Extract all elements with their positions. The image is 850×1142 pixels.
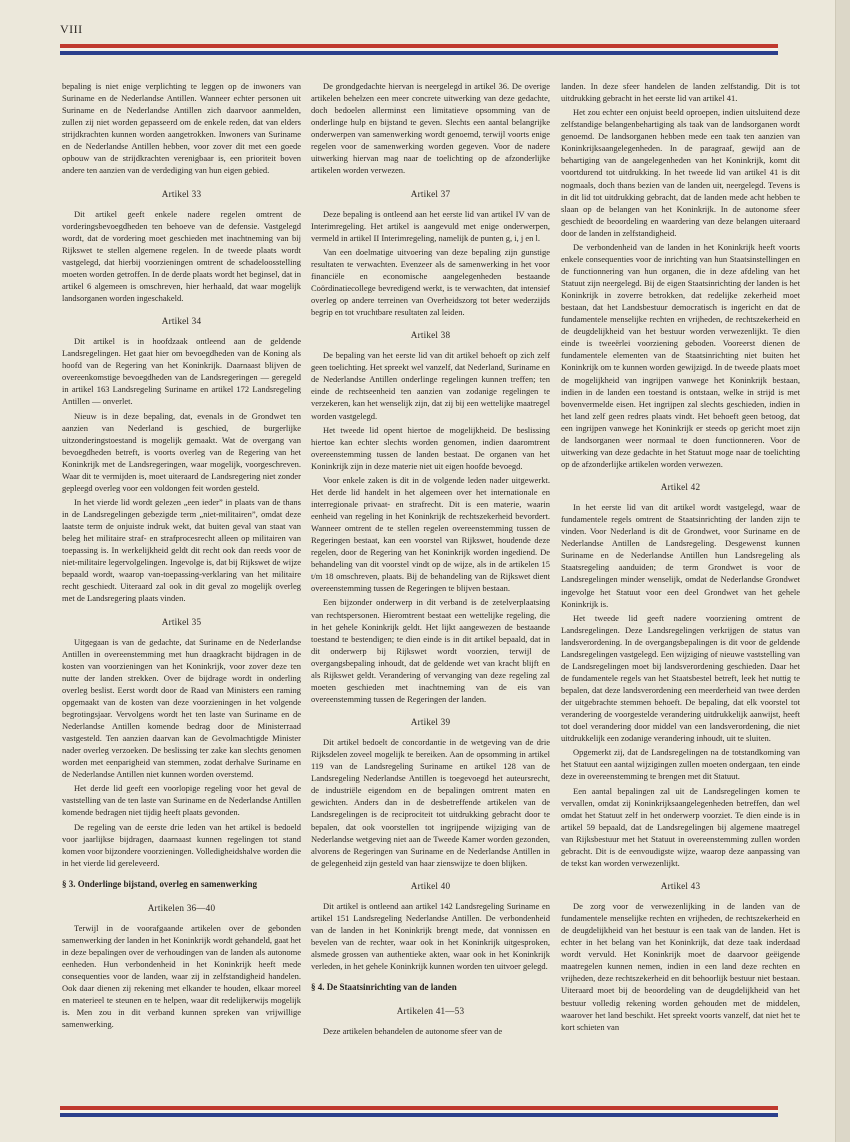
paragraph: bepaling is niet enige verplichting te leggen op de inwoners van Suriname en de Nederlandse Antillen. Wanneer echter personen uit Suriname en de Nederlandse Antillen zich daarvoor aanmelden, zullen zij niet worden gepasseerd om de enkele reden, dat van elders strijdkrachten kunnen worden aangetrokken. Inwoners van Suriname en de Nederlandse Antillen hebben, voor zover dit met een goede opbouw van de strijdkrachten verenigbaar is, een prioriteit boven andere ten aanzien van de verdediging van hun eigen gebied. [62,81,301,176]
paragraph: landen. In deze sfeer handelen de landen zelfstandig. Dit is tot uitdrukking gebracht in het eerste lid van artikel 41. [561,81,800,104]
bottom-stripe-blue [60,1113,778,1117]
paragraph: Het tweede lid geeft nadere voorziening omtrent de Landsregelingen. Deze Landsregelingen verkrijgen de status van landsverordening. In de overgangsbepalingen is dit voor de geldende Landsregelingen vastgelegd. Een wijziging of nieuwe vaststelling van de Landsregelingen moet bij landsverordening geschieden. Daar het de fundamentele regels van het Staatsbestel betreft, leek het nuttig te bepalen, dat deze landsverordening een meerderheid van twee derden der uitgebrachte stemmen behoeft. De bepaling, dat elk voorstel tot verandering de voorgestelde verandering uitdrukkelijk aanwijst, heeft tot doel verandering door middel van een landsverordening, die niet uitdrukkelijk een zodanige verandering inhoudt, uit te sluiten. [561,612,800,744]
paragraph: In het eerste lid van dit artikel wordt vastgelegd, waar de fundamentele regels omtrent de Staatsinrichting der landen zijn te vinden. Voor Nederland is dit de Grondwet, voor Suriname en de Nederlandse Antillen de Landsregeling. Desgewenst kunnen Suriname en de Nederlandse Antillen hun Landsregeling als Staatsregeling aanduiden; de term Grondwet is voor de Landsregelingen minder wenselijk, omdat de Nederlandse Grondwet ingevolge het Statuut voor een deel Grondwet van het gehele Koninkrijk is. [561,502,800,609]
article-heading: Artikel 42 [660,482,701,492]
paragraph: Dit artikel is in hoofdzaak ontleend aan de geldende Landsregelingen. Het gaat hier om bevoegdheden van de Koning als hoofd van de Regering van het Koninkrijk. Daarnaast blijven de overeenkomstige bevoegdheden van de Landsregeringen — geregeld in artikel 163 Landsregeling Suriname en artikel 172 Landsregeling Antillen — onverlet. [62,336,301,407]
article-heading: Artikel 38 [410,330,451,341]
paragraph: Dit artikel is ontleend aan artikel 142 Landsregeling Suriname en artikel 151 Landsregeling Nederlandse Antillen. De verbondenheid van de landen in het Koninkrijk brengt mede, dat vonnissen en bevelen van de rechter, waar ook in het Koninkrijk uitgesproken, alsmede grossen van authentieke akten, waar ook in het Koninkrijk verleden, in het gehele Koninkrijk kunnen worden ten uitvoer gelegd. [311,900,550,972]
paragraph: De zorg voor de verwezenlijking in de landen van de fundamentele menselijke rechten en vrijheden, de rechtszekerheid en de deugdelijkheid van het bestuur is een taak van de landen. Het is echter in het belang van het Koninkrijk, dat deze taak inderdaad wordt vervuld. Het Koninkrijk moet de daarvoor geëigende maatregelen kunnen nemen, indien in een land deze rechten en vrijheden, deze rechtszekerheid en dit behoorlijk bestuur niet bestaan. Uiteraard moet bij de beoordeling van de deugdelijkheid van het bestuur volledig rekening worden gehouden met de middelen, waarover het land beschikt. Het spreekt voorts vanzelf, dat niet het te kort schieten van [561,901,800,1032]
article-heading: Artikel 39 [410,717,451,727]
paragraph: De verbondenheid van de landen in het Koninkrijk heeft voorts enkele consequenties voor de inrichting van hun Staatsinstellingen en de functionnering van hun organen, die in deze afdeling van het Statuut zijn neergelegd. Bij de eigen Staatsinrichting der landen is het Koninkrijk in zoverre betrokken, dat redelijke zekerheid moet bestaan, dat het Landsbestuur democratisch is ingericht en dat de fundamentele menselijke rechten en vrijheden, de rechtszekerheid en de deugdelijkheid van het bestuur worden verwezenlijkt. Te dien einde is tweeërlei voorziening geboden. Vooreerst dienen de fundamentele elementen van de Staatsinrichting niet buiten het Koninkrijk om te kunnen worden gewijzigd. In de tweede plaats moet de mogelijkheid van ingrijpen vanwege het Koninkrijk bestaan, indien in de landen een toestand is ontstaan, welke in strijd is met bovenvermelde eisen. Het ingrijpen zal slechts geschieden, indien in het land zelf geen redres plaats vindt. Het behoeft geen betoog, dat een ingrijpen vanwege het Koninkrijk er steeds op gericht moet zijn de landsorganen weer normaal te doen functionneren. Voor de uitwerking van deze gedachte in het Statuut moge naar de toelichting op de afzonderlijke artikelen worden verwezen. [561,241,800,469]
article-heading: Artikel 35 [161,616,202,627]
column-middle [311,80,550,1039]
paragraph: Nieuw is in deze bepaling, dat, evenals in de Grondwet ten aanzien van Nederland is geschied, de burgerlijke uitzonderingstoestand is mogelijk gemaakt. Wat de overgang van bevoegdheden betreft, is voorts overleg van de Regering van het Koninkrijk met de Landsregeringen, waar mogelijk, voorgeschreven. Waar dit te vermijden is, moet uiteraard de Landsregering niet zonder gepleegd overleg voor een voldongen feit worden gesteld. [62,410,301,493]
paragraph: De bepaling van het eerste lid van dit artikel behoeft op zich zelf geen toelichting. Het spreekt wel vanzelf, dat Nederland, Suriname en de Nederlandse Antillen onderlinge regelingen kunnen treffen; ten einde de rechtseenheid ten aanzien van zodanige regelingen te verzekeren, kan het wenselijk zijn, dat zij bij een wettelijke maatregel worden vastgelegd. [311,350,550,421]
section-heading: § 3. Onderlinge bijstand, overleg en samenwerking [62,878,257,889]
paragraph: De grondgedachte hiervan is neergelegd in artikel 36. De overige artikelen behelzen een meer concrete uitwerking van deze gedachte, doch bedoelen allerminst een limitatieve opsomming van de onderlinge hulp en bijstand te geven. Slechts een aantal belangrijke onderwerpen van samenwerking wordt genoemd, terwijl voorts enige regelen voor de samenwerking worden gegeven. Voor de nadere uitwerking hiervan mag naar de toelichting op de afzonderlijke artikelen worden verwezen. [311,81,550,176]
paragraph: In het vierde lid wordt gelezen „een ieder” in plaats van de thans in de Landsregelingen gebezigde term „niet-militairen”, omdat deze laatste term de onjuiste indruk wekt, dat buiten geval van staat van beleg het militaire straf- en strafprocesrecht alleen op militairen van toepassing is. In werkelijkheid geldt dit recht ook dan reeds voor de niet-militaire legervolgelingen. Ingevolge is, dat bij Rijkswet de wijze bepaald wordt, waarop van-toepassing-verklaring van het militaire recht geschiedt. Uiteraard zal ook in dit geval zo mogelijk overleg met de Landsregering plaats vinden. [62,496,301,604]
paragraph: De regeling van de eerste drie leden van het artikel is bedoeld voor jaarlijkse bijdragen, daarnaast kunnen regelingen tot stand komen voor bijzondere voorzieningen. Volledigheidshalve worden die in het vierde lid gereleveerd. [62,821,301,868]
paragraph: Het derde lid geeft een voorlopige regeling voor het geval de vaststelling van de ten laste van Suriname en de Nederlandse Antillen komende bedragen niet tijdig heeft plaats gevonden. [62,783,301,818]
paragraph: Een bijzonder onderwerp in dit verband is de zetelverplaatsing van rechtspersonen. Hieromtrent bestaat een wettelijke regeling, die in het gehele Koninkrijk geldt. Het lijkt aangewezen de bestaande toestand te bestendigen; te dien einde is in dit artikel bepaald, dat in dit onderwerp bij Rijkswet wordt voorzien, terwijl de overgangsbepaling inhoudt, dat de geldende wet van kracht blijft en als Rijkswet geldt. Verandering of vervanging van deze regeling zal moeten geschieden met inachtneming van de eis van overeenstemming tussen de Regeringen der landen. [311,597,550,704]
article-heading: Artikel 37 [410,188,451,199]
paragraph: Dit artikel bedoelt de concordantie in de wetgeving van de drie Rijksdelen zoveel mogelijk te bereiken. Aan de opsomming in artikel 119 van de Landsregeling Suriname en artikel 128 van de Landsregeling Nederlandse Antillen is toegevoegd het auteursrecht, de industriële eigendom en de bepalingen omtrent maten en gewichten. Anders dan in de desbetreffende artikelen van de Landsregelingen is de reciprociteit tot uitdrukking gebracht door te bepalen, dat ook voorstellen tot ingrijpende wijziging van de Nederlandse wetgeving niet aan de Tweede Kamer worden gezonden, alvorens de Regeringen van Suriname en de Nederlandse Antillen in de gelegenheid zijn gesteld van haar zienswijze te doen blijken. [311,737,550,868]
article-heading: Artikelen 41—53 [396,1005,465,1016]
page-number: VIII [60,22,83,36]
paragraph: Dit artikel geeft enkele nadere regelen omtrent de vorderingsbevoegdheden ten behoeve van de defensie. Vastgelegd wordt, dat de vordering moet geschieden met inachtneming van bij Rijkswet te stellen algemene regelen. In de tweede plaats wordt vastgelegd, dat hierbij voorzieningen omtrent de schadeloosstelling moeten worden getroffen. In de derde plaats wordt het beginsel, dat in artikel 6 algemeen is omschreven, hier herhaald, dat waar mogelijk landsorganen worden ingeschakeld. [62,208,301,303]
article-heading: Artikelen 36—40 [147,902,216,913]
paragraph: Terwijl in de voorafgaande artikelen over de gebonden samenwerking der landen in het Koninkrijk wordt gehandeld, gaat het in deze bepalingen over de verhoudingen van de landen als autonome eenheden. Hun verbondenheid in het Koninkrijk heeft mede consequenties voor de landen, waar zij in zelfstandigheid handelen. Ook daar dienen zij rekening met elkander te houden, elkaar moreel en materieel te steunen en te helpen, waar dit redelijkerwijs mogelijk is. Men zou in dit verband kunnen spreken van vrijwillige samenwerking. [62,922,301,1030]
paragraph: Deze bepaling is ontleend aan het eerste lid van artikel IV van de Interimregeling. Het artikel is aangevuld met enige onderwerpen, vermeld in artikel II Interimregeling, namelijk de punten g, i, j en l. [311,208,550,243]
paragraph: Voor enkele zaken is dit in de volgende leden nader uitgewerkt. Het derde lid handelt in het algemeen over het internationale en interregionale privaat- en strafrecht. Dit is een materie, waarin eenheid van regeling in het Koninkrijk de rechtszekerheid bevordert. Wanneer omtrent de te stellen regelen overeenstemming tussen de Regeringen bestaat, kan een voorstel van Rijkswet, houdende deze regelen, door de Regering van het Koninkrijk worden ingediend. De behandeling van dit voorstel vindt op de wijze, als in de artikelen 15 t/m 18 omschreven, plaats. Bij de behandeling van de Rijkswet dient overeenstemming tussen de Regeringen te blijven bestaan. [311,474,550,594]
paragraph: Het tweede lid opent hiertoe de mogelijkheid. De beslissing hiertoe kan echter slechts worden genomen, indien daaromtrent overeenstemming tussen de landen bestaat. De organen van het Koninkrijk zijn in deze materie niet uit eigen hoofde bevoegd. [311,424,550,471]
article-heading: Artikel 40 [410,880,451,891]
column-left [62,80,301,1032]
paragraph: Uitgegaan is van de gedachte, dat Suriname en de Nederlandse Antillen in overeenstemming met hun draagkracht bijdragen in de kosten van voorzieningen van het Koninkrijk, voor zover deze ten nutte der landen strekken. Over de bijdrage wordt in onderling overleg beslist. Eerst wordt door de Raad van Ministers een raming opgemaakt van de kosten van deze voorzieningen in het volgende begrotingsjaar. Vervolgens wordt het ten laste van Suriname en de Nederlandse Antillen komende bedrag door de Ministerraad vastgesteld. Ten aanzien daarvan kan de Gevolmachtigde Minister nader overleg verzoeken. De beslissing ter zake kan slechts genomen worden met eenparigheid van stemmen, zodat derhalve Suriname en de Nederlandse Antillen niet kunnen worden overstemd. [62,636,301,780]
paragraph: Een aantal bepalingen zal uit de Landsregelingen komen te vervallen, omdat zij Koninkrijksaangelegenheden betreffen, dan wel omdat het Statuut zelf in het onderwerp voorziet. Te dien einde is in artikel 59 bepaald, dat de Landsregelingen bij algemene maatregel van Rijksbestuur met het Statuut in overeenstemming zullen worden gebracht. Dit is de eenvoudigste wijze, waarop deze aanpassing van de tekst kan worden verwezenlijkt. [561,785,800,868]
paragraph: Opgemerkt zij, dat de Landsregelingen na de totstandkoming van het Statuut een aantal wijzigingen zullen moeten ondergaan, ten einde deze in overeenstemming te brengen met dit Statuut. [561,747,800,782]
article-heading: Artikel 33 [161,188,202,199]
next-page-edge [835,0,850,1142]
top-stripe-blue [60,51,778,55]
paragraph: Van een doelmatige uitvoering van deze bepaling zijn gunstige resultaten te verwachten. Evenzeer als de samenwerking in het voor financiële en economische aangelegenheden bestaande Coördinatiecollege bevredigend werkt, is te verwachten, dat intensief overleg op andere terreinen van Overheidszorg tot beter wederzijds begrip en tot vruchtbare resultaten zal leiden. [311,246,550,318]
section-heading: § 4. De Staatsinrichting van de landen [311,982,457,993]
paragraph: Deze artikelen behandelen de autonome sfeer van de [323,1026,503,1037]
article-heading: Artikel 34 [161,316,202,327]
article-heading: Artikel 43 [660,880,701,891]
paragraph: Het zou echter een onjuist beeld oproepen, indien uitsluitend deze zelfstandige belangenbehartiging als taak van de landsorganen wordt genoemd. De landsorganen hebben mede een taak ten aanzien van Koninkrijksaangelegenheden. In de paragraaf, gewijd aan de behartiging van de aangelegenheden van het Koninkrijk, komt dit voortdurend tot uitdrukking. In het tweede lid van artikel 41 is dit nogmaals, doch thans bezien van de landen uit, neergelegd. Tevens is in dit lid tot uitdrukking gebracht, dat de landen mede acht hebben te slaan op de belangen van het Koninkrijk. In de autonome sfeer geschiedt de beoordeling en waardering van deze belangen uiteraard door de landen in zelfstandigheid. [561,107,800,238]
column-right [561,80,800,1035]
